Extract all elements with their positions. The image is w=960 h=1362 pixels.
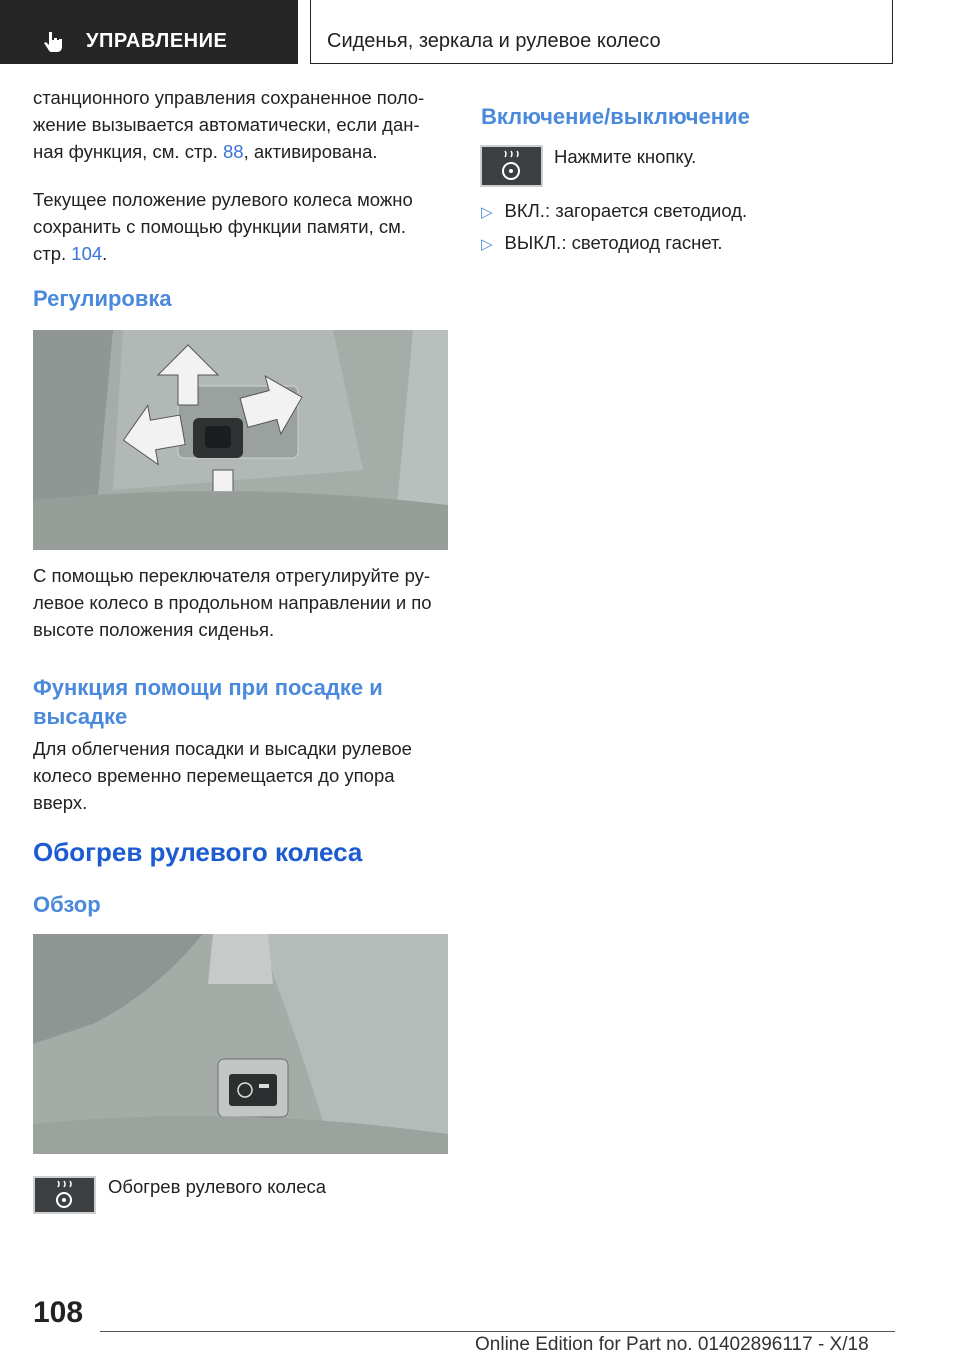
easy-entry-heading: [33, 673, 449, 731]
bullet-on-text: ВКЛ.: загорается светодиод.: [504, 200, 748, 221]
adjust-heading: Регулировка: [33, 286, 172, 311]
easy-entry-line: Для облегчения посадки и высадки рулевое: [33, 738, 412, 759]
bullet-off-text: ВЫКЛ.: светодиод гаснет.: [504, 232, 723, 253]
toggle-heading: Включение/выключение: [481, 104, 750, 129]
triangle-bullet-icon: ▷: [481, 236, 493, 253]
easy-entry-paragraph: [33, 735, 449, 816]
steering-wheel-heat-icon: [35, 1178, 94, 1212]
adjust-line: левое колесо в продольном направлении и по: [33, 592, 432, 613]
press-button-text: Нажмите кнопку.: [554, 146, 697, 167]
intro-line: , активирована.: [243, 141, 378, 162]
overview-heading: Обзор: [33, 892, 101, 917]
memory-line: стр.: [33, 243, 72, 264]
intro-line: станционного управления сохраненное поло-: [33, 87, 425, 108]
hand-pointer-icon: [42, 30, 64, 52]
chapter-title: Сиденья, зеркала и рулевое колесо: [327, 30, 661, 52]
intro-line: ная функция, см. стр.: [33, 141, 224, 162]
memory-line: .: [102, 243, 108, 264]
page-number: 108: [33, 1296, 84, 1329]
heating-button-photo: [33, 934, 448, 1154]
memory-line: сохранить с помощью функции памяти, см.: [33, 216, 406, 237]
heating-heading: Обогрев рулевого колеса: [33, 837, 363, 867]
chapter-tab: [310, 0, 893, 64]
memory-paragraph: [33, 186, 449, 267]
steering-wheel-heat-icon: [482, 147, 541, 185]
adjust-line: С помощью переключателя отрегулируйте ру-: [33, 565, 431, 586]
intro-line: жение вызывается автоматически, если дан-: [33, 114, 420, 135]
memory-line: Текущее положение рулевого колеса можно: [33, 189, 413, 210]
heating-button-icon: [33, 1176, 96, 1214]
section-tab: [0, 0, 298, 64]
intro-paragraph: [33, 84, 449, 165]
section-label: УПРАВЛЕНИЕ: [86, 30, 228, 52]
steering-adjust-photo: [33, 330, 448, 550]
adjust-line: высоте положения сиденья.: [33, 619, 275, 640]
page-link-104[interactable]: 104: [71, 243, 103, 264]
easy-entry-heading-line: Функция помощи при посадке и: [33, 675, 383, 700]
bullet-off: [481, 232, 723, 254]
heating-icon-caption: Обогрев рулевого колеса: [108, 1176, 327, 1197]
heating-toggle-icon: [480, 145, 543, 187]
steering-adjust-illustration: [33, 330, 448, 550]
triangle-bullet-icon: ▷: [481, 204, 493, 221]
edition-text: Online Edition for Part no. 01402896117 - X/18: [475, 1334, 869, 1355]
bullet-on: [481, 200, 747, 222]
footer-divider: [100, 1331, 895, 1332]
page-link-88[interactable]: 88: [223, 141, 244, 162]
easy-entry-line: вверх.: [33, 792, 88, 813]
easy-entry-line: колесо временно перемещается до упора: [33, 765, 395, 786]
adjust-paragraph: [33, 562, 449, 643]
easy-entry-heading-line: высадке: [33, 704, 128, 729]
heating-button-illustration: [33, 934, 448, 1154]
